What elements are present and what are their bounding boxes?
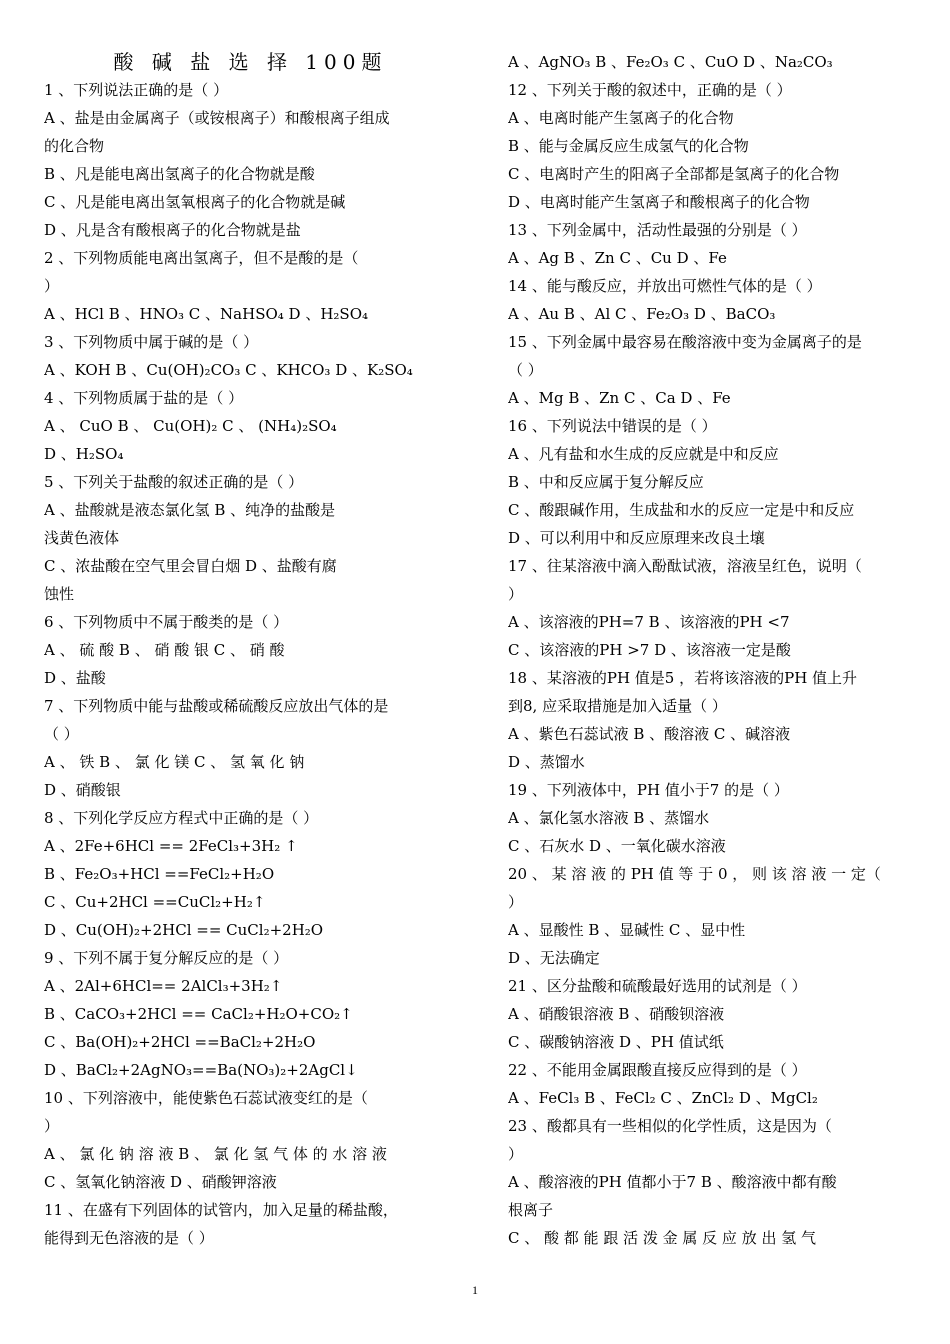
question-text-line: D 、电离时能产生氢离子和酸根离子的化合物	[508, 193, 810, 211]
question-text-line: 2 、下列物质能电离出氢离子，但不是酸的是（	[44, 249, 359, 267]
question-text-line: A 、HCl B 、HNO₃ C 、NaHSO₄ D 、H₂SO₄	[44, 305, 369, 323]
question-text-line: A 、盐酸就是液态氯化氢 B 、纯净的盐酸是	[44, 501, 336, 519]
question-text-line: A 、 CuO B 、 Cu(OH)₂ C 、 (NH₄)₂SO₄	[44, 417, 337, 435]
question-text-line: C 、石灰水 D 、一氧化碳水溶液	[508, 837, 726, 855]
question-text-line: D 、硝酸银	[44, 781, 121, 799]
question-text-line: C 、碳酸钠溶液 D 、PH 值试纸	[508, 1033, 724, 1051]
question-text-line: A 、盐是由金属离子（或铵根离子）和酸根离子组成	[44, 109, 390, 127]
document-title: 酸 碱 盐 选 择 100题	[113, 50, 388, 74]
question-text-line: 11 、在盛有下列固体的试管内，加入足量的稀盐酸，	[44, 1201, 398, 1219]
question-text-line: B 、Fe₂O₃+HCl ==FeCl₂+H₂O	[44, 865, 275, 883]
question-text-line: D 、凡是含有酸根离子的化合物就是盐	[44, 221, 301, 239]
question-text-line: 12 、下列关于酸的叙述中，正确的是（ ）	[508, 81, 792, 99]
question-text-line: 18 、某溶液的PH 值是5 ，若将该溶液的PH 值上升	[508, 669, 858, 687]
question-text-line: A 、 铁 B 、 氯 化 镁 C 、 氢 氧 化 钠	[44, 753, 305, 771]
question-text-line: C 、Cu+2HCl ==CuCl₂+H₂↑	[44, 893, 266, 911]
question-text-line: 13 、下列金属中，活动性最强的分别是（ ）	[508, 221, 807, 239]
question-text-line: 6 、下列物质中不属于酸类的是（ ）	[44, 613, 289, 631]
question-text-line: 到8, 应采取措施是加入适量（ ）	[508, 697, 727, 715]
question-text-line: B 、CaCO₃+2HCl == CaCl₂+H₂O+CO₂↑	[44, 1005, 353, 1023]
question-text-line: 5 、下列关于盐酸的叙述正确的是（ ）	[44, 473, 304, 491]
question-text-line: C 、氢氧化钠溶液 D 、硝酸钾溶液	[44, 1173, 277, 1191]
question-text-line: A 、硝酸银溶液 B 、硝酸钡溶液	[508, 1005, 725, 1023]
question-text-line: A 、紫色石蕊试液 B 、酸溶液 C 、碱溶液	[508, 725, 791, 743]
question-text-line: D 、BaCl₂+2AgNO₃==Ba(NO₃)₂+2AgCl↓	[44, 1061, 358, 1079]
question-text-line: D 、可以利用中和反应原理来改良土壤	[508, 529, 765, 547]
question-text-line: C 、浓盐酸在空气里会冒白烟 D 、盐酸有腐	[44, 557, 337, 575]
question-text-line: 10 、下列溶液中，能使紫色石蕊试液变红的是（	[44, 1089, 368, 1107]
question-text-line: 浅黄色液体	[44, 529, 120, 547]
question-text-line: A 、凡有盐和水生成的反应就是中和反应	[508, 445, 779, 463]
question-text-line: A 、电离时能产生氢离子的化合物	[508, 109, 734, 127]
question-text-line: A 、Ag B 、Zn C 、Cu D 、Fe	[508, 249, 727, 267]
question-text-line: A 、2Fe+6HCl == 2FeCl₃+3H₂ ↑	[44, 837, 298, 855]
question-text-line: C 、Ba(OH)₂+2HCl ==BaCl₂+2H₂O	[44, 1033, 316, 1051]
question-text-line: ）	[508, 1145, 524, 1163]
left-question-list	[44, 76, 457, 1252]
question-text-line: 15 、下列金属中最容易在酸溶液中变为金属离子的是	[508, 333, 862, 351]
question-text-line: D 、Cu(OH)₂+2HCl == CuCl₂+2H₂O	[44, 921, 324, 939]
question-text-line: （ ）	[44, 725, 79, 743]
question-text-line: 20 、 某 溶 液 的 PH 值 等 于 0 ， 则 该 溶 液 一 定（	[508, 865, 881, 883]
question-text-line: ）	[508, 893, 524, 911]
question-text-line: 1 、下列说法正确的是（ ）	[44, 81, 229, 99]
question-text-line: D 、盐酸	[44, 669, 106, 687]
question-text-line: 4 、下列物质属于盐的是（ ）	[44, 389, 244, 407]
question-text-line: D 、H₂SO₄	[44, 445, 124, 463]
question-text-line: B 、能与金属反应生成氢气的化合物	[508, 137, 749, 155]
question-text-line: A 、酸溶液的PH 值都小于7 B 、酸溶液中都有酸	[508, 1173, 837, 1191]
question-text-line: 22 、不能用金属跟酸直接反应得到的是（ ）	[508, 1061, 807, 1079]
question-text-line: D 、蒸馏水	[508, 753, 585, 771]
question-text-line: 21 、区分盐酸和硫酸最好选用的试剂是（ ）	[508, 977, 807, 995]
question-text-line: A 、Au B 、Al C 、Fe₂O₃ D 、BaCO₃	[508, 305, 776, 323]
question-text-line: A 、显酸性 B 、显碱性 C 、显中性	[508, 921, 746, 939]
question-text-line: 16 、下列说法中错误的是（ ）	[508, 417, 717, 435]
question-text-line: ）	[508, 585, 524, 603]
question-text-line: 能得到无色溶液的是（ ）	[44, 1229, 214, 1247]
question-text-line: 的化合物	[44, 137, 105, 155]
question-text-line: A 、 氯 化 钠 溶 液 B 、 氯 化 氢 气 体 的 水 溶 液	[44, 1145, 387, 1163]
question-text-line: A 、FeCl₃ B 、FeCl₂ C 、ZnCl₂ D 、MgCl₂	[508, 1089, 818, 1107]
question-text-line: D 、无法确定	[508, 949, 600, 967]
question-text-line: B 、中和反应属于复分解反应	[508, 473, 704, 491]
question-text-line: 14 、能与酸反应，并放出可燃性气体的是（ ）	[508, 277, 822, 295]
question-text-line: A 、AgNO₃ B 、Fe₂O₃ C 、CuO D 、Na₂CO₃	[508, 53, 833, 71]
page-number: 1	[472, 1283, 478, 1297]
question-text-line: 23 、酸都具有一些相似的化学性质，这是因为（	[508, 1117, 832, 1135]
question-text-line: A 、氯化氢水溶液 B 、蒸馏水	[508, 809, 710, 827]
question-text-line: C 、酸跟碱作用，生成盐和水的反应一定是中和反应	[508, 501, 855, 519]
question-text-line: A 、 硫 酸 B 、 硝 酸 银 C 、 硝 酸	[44, 641, 285, 659]
question-text-line: C 、该溶液的PH >7 D 、该溶液一定是酸	[508, 641, 791, 659]
left-column	[44, 48, 457, 1252]
question-text-line: B 、凡是能电离出氢离子的化合物就是酸	[44, 165, 315, 183]
question-text-line: 蚀性	[44, 585, 75, 603]
question-text-line: （ ）	[508, 361, 543, 379]
question-text-line: A 、2Al+6HCl== 2AlCl₃+3H₂↑	[44, 977, 283, 995]
question-text-line: 8 、下列化学反应方程式中正确的是（ ）	[44, 809, 319, 827]
question-text-line: 19 、下列液体中，PH 值小于7 的是（ ）	[508, 781, 789, 799]
question-text-line: C 、电离时产生的阳离子全部都是氢离子的化合物	[508, 165, 840, 183]
question-text-line: 3 、下列物质中属于碱的是（ ）	[44, 333, 259, 351]
right-column	[508, 48, 905, 1252]
right-question-list	[508, 48, 905, 1252]
question-text-line: 17 、往某溶液中滴入酚酞试液，溶液呈红色，说明（	[508, 557, 862, 575]
question-text-line: C 、 酸 都 能 跟 活 泼 金 属 反 应 放 出 氢 气	[508, 1229, 816, 1247]
question-text-line: C 、凡是能电离出氢氧根离子的化合物就是碱	[44, 193, 346, 211]
question-text-line: 根离子	[508, 1201, 554, 1219]
question-text-line: A 、该溶液的PH=7 B 、该溶液的PH <7	[508, 613, 790, 631]
question-text-line: A 、KOH B 、Cu(OH)₂CO₃ C 、KHCO₃ D 、K₂SO₄	[44, 361, 413, 379]
question-text-line: ）	[44, 1117, 60, 1135]
question-text-line: 9 、下列不属于复分解反应的是（ ）	[44, 949, 289, 967]
question-text-line: ）	[44, 277, 60, 295]
question-text-line: 7 、下列物质中能与盐酸或稀硫酸反应放出气体的是	[44, 697, 389, 715]
question-text-line: A 、Mg B 、Zn C 、Ca D 、Fe	[508, 389, 731, 407]
